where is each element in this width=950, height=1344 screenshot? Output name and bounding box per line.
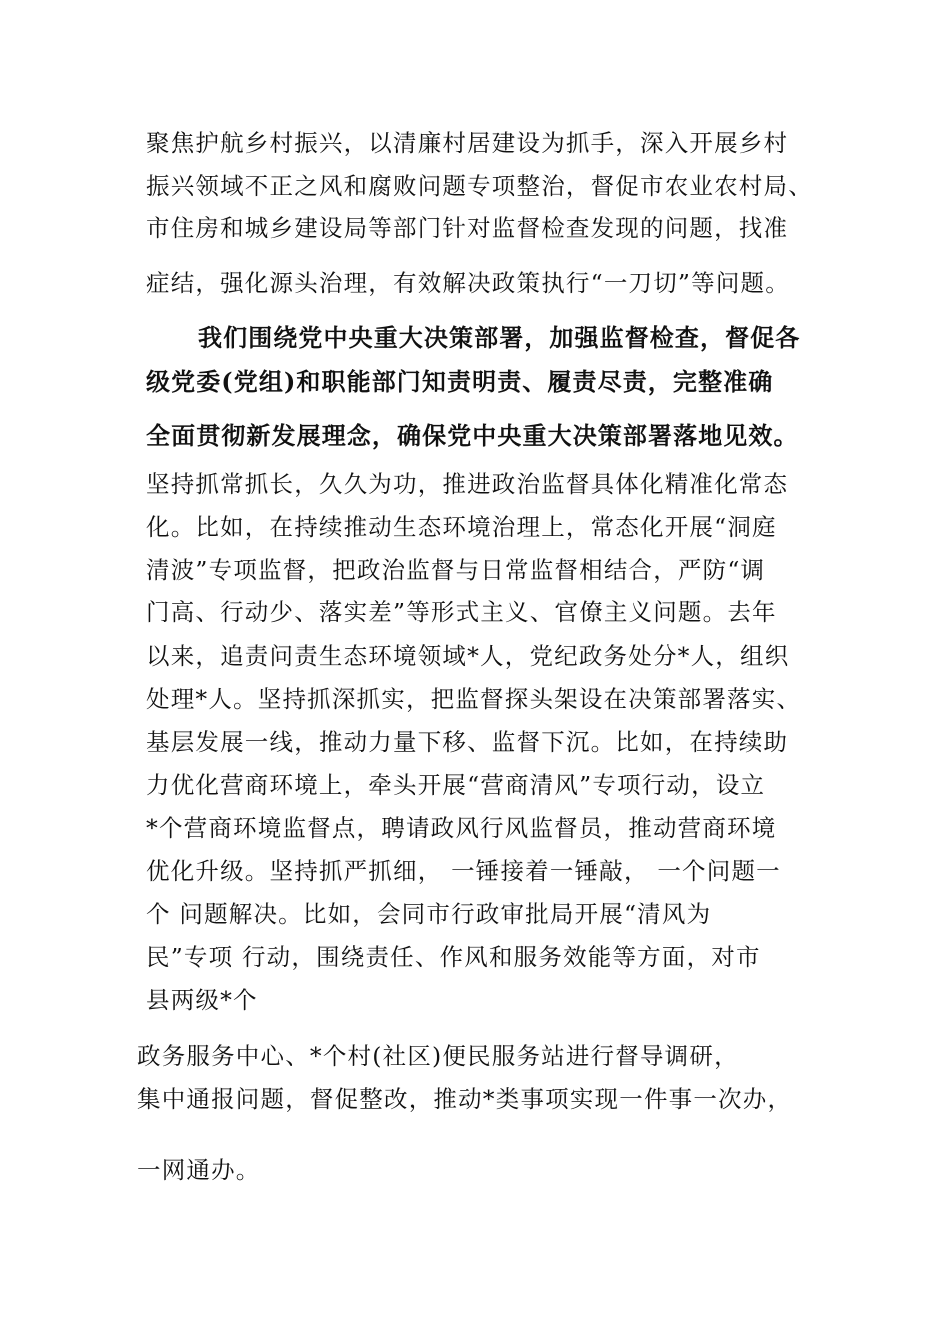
bold-text-line: 级党委(党组)和职能部门知责明责、履责尽责，完整准确	[146, 367, 774, 396]
text-line: 优化升级。坚持抓严抓细， 一锤接着一锤敲， 一个问题一	[146, 857, 781, 885]
text-line: 门高、行动少、落实差”等形式主义、官僚主义问题。去年	[146, 598, 777, 626]
text-line: 化。比如，在持续推动生态环境治理上，常态化开展“洞庭	[146, 513, 777, 541]
text-line: 振兴领域不正之风和腐败问题专项整治，督促市农业农村局、	[146, 172, 813, 200]
text-line: 基层发展一线，推动力量下移、监督下沉。比如，在持续助	[146, 728, 789, 756]
text-line: 民”专项 行动，围绕责任、作风和服务效能等方面，对市	[146, 943, 761, 971]
bold-text-line: 全面贯彻新发展理念，确保党中央重大决策部署落地见效。	[146, 421, 799, 450]
text-line: 以来，追责问责生态环境领域*人，党纪政务处分*人，组织	[146, 642, 790, 670]
text-line: 症结，强化源头治理，有效解决政策执行“一刀切”等问题。	[146, 269, 790, 297]
text-line: *个营商环境监督点，聘请政风行风监督员，推动营商环境	[146, 814, 777, 842]
text-line: 处理*人。坚持抓深抓实，把监督探头架设在决策部署落实、	[146, 685, 802, 713]
text-line: 力优化营商环境上，牵头开展“营商清风”专项行动，设立	[146, 771, 766, 799]
text-line: 政务服务中心、*个村(社区)便民服务站进行督导调研，	[137, 1042, 739, 1070]
text-line: 集中通报问题，督促整改，推动*类事项实现一件事一次办，	[137, 1085, 793, 1113]
text-line: 市住房和城乡建设局等部门针对监督检查发现的问题，找准	[146, 214, 789, 242]
text-line: 县两级*个	[146, 986, 258, 1014]
text-line: 一网通办。	[137, 1156, 261, 1184]
text-line: 个 问题解决。比如，会同市行政审批局开展“清风为	[146, 900, 712, 928]
text-line: 聚焦护航乡村振兴，以清廉村居建设为抓手，深入开展乡村	[146, 129, 789, 157]
text-line: 清波”专项监督，把政治监督与日常监督相结合，严防“调	[146, 556, 766, 584]
text-line: 坚持抓常抓长，久久为功，推进政治监督具体化精准化常态	[146, 470, 789, 498]
bold-text-line: 我们围绕党中央重大决策部署，加强监督检查，督促各	[198, 323, 801, 352]
